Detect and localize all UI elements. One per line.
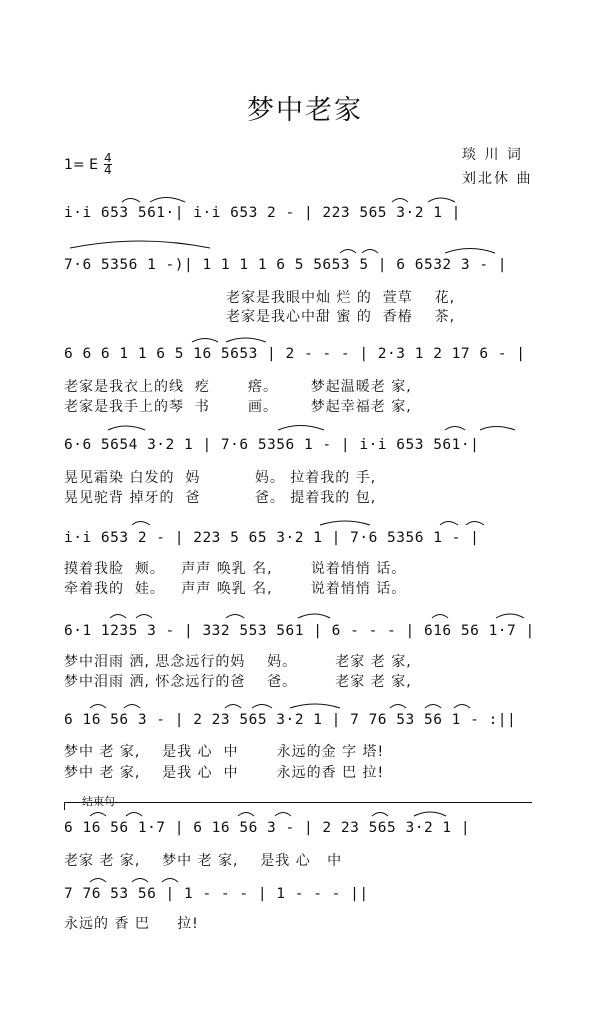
slur-arc <box>275 813 291 817</box>
slur-arc <box>392 199 408 203</box>
slur-arc <box>252 705 272 709</box>
slur-arc <box>425 705 441 709</box>
slur-arc <box>432 615 448 619</box>
slur-arc <box>150 198 185 203</box>
time-bottom: 4 <box>103 163 112 177</box>
notation-line-8: 6 16 56 1·7 | 6 16 56 3 - | 2 23 565 3·2 1 | <box>64 820 471 836</box>
lyricist: 琰 川 词 <box>462 147 523 163</box>
coda-label: 结束句 <box>82 795 115 808</box>
slur-arc <box>226 615 244 619</box>
slur-arc <box>110 615 126 619</box>
slur-arc <box>362 250 378 254</box>
lyric-line-7b: 梦中 老 家, 是我 心 中 永远的香 巴 拉! <box>64 765 385 781</box>
slur-arc <box>162 879 178 883</box>
slur-arc <box>90 705 106 709</box>
notation-line-9: 7 76 53 56 | 1 - - - | 1 - - - || <box>64 886 369 902</box>
lyric-line-6a: 梦中泪雨 洒, 思念远行的妈 妈。 老家 老 家, <box>64 654 412 670</box>
lyric-line-5a: 摸着我脸 颊。 声声 唤乳 名, 说着悄悄 话。 <box>64 561 407 577</box>
slur-arc <box>90 813 106 817</box>
slur-arc <box>226 338 266 342</box>
slur-arc <box>390 705 406 709</box>
lyric-line-2b: 老家是我心中甜 蜜 的 香椿 茶, <box>226 309 456 325</box>
slur-arc <box>126 813 142 817</box>
slur-arc <box>466 522 484 526</box>
slur-arc <box>320 521 370 525</box>
slur-arc <box>340 250 356 254</box>
slur-arc <box>454 705 470 709</box>
slur-arc <box>414 812 446 816</box>
notation-line-5: i·i 653 2 - | 223 5 65 3·2 1 | 7·6 5356 1 - | <box>64 530 480 546</box>
composer: 刘北休 曲 <box>462 171 533 187</box>
notation-line-6: 6·1 1235 3 - | 332 553 561 | 6 - - - | 616 56 1·7 | <box>64 623 535 639</box>
slur-arc <box>192 339 218 343</box>
time-top: 4 <box>103 151 112 165</box>
notation-line-2: 7·6 5356 1 -)| 1 1 1 1 6 5 5653 5 | 6 6532 3 - | <box>64 257 508 273</box>
slur-arc <box>278 426 324 431</box>
lyric-line-3b: 老家是我手上的琴 书 画。 梦起幸福老 家, <box>64 399 412 415</box>
lyric-line-4a: 晃见霜染 白发的 妈 妈。 拉着我的 手, <box>64 470 377 486</box>
slur-arc <box>70 241 210 248</box>
slur-arc <box>108 426 145 430</box>
lyric-line-3a: 老家是我衣上的线 疙 瘩。 梦起温暖老 家, <box>64 379 412 395</box>
slur-arc <box>124 705 140 709</box>
slur-arc <box>480 427 515 431</box>
song-title: 梦中老家 <box>247 95 363 126</box>
lyric-line-2a: 老家是我眼中灿 烂 的 萱草 花, <box>226 290 456 306</box>
slur-arc <box>372 813 388 817</box>
slur-arc <box>238 813 254 817</box>
slur-arc <box>122 199 140 203</box>
lyric-line-7a: 梦中 老 家, 是我 心 中 永远的金 字 塔! <box>64 744 385 760</box>
key-label: 1= E <box>64 156 98 173</box>
lyric-line-9a: 永远的 香 巴 拉! <box>64 916 199 932</box>
slur-arc <box>225 705 241 709</box>
slur-arc <box>132 879 148 883</box>
slur-arc <box>132 522 150 526</box>
slur-arc <box>440 522 458 526</box>
notation-line-7: 6 16 56 3 - | 2 23 565 3·2 1 | 7 76 53 56 1 - :|| <box>64 712 517 728</box>
slur-arc <box>445 427 465 431</box>
notation-line-1: i·i 653 561·| i·i 653 2 - | 223 565 3·2 1 | <box>64 205 461 221</box>
lyric-line-8a: 老家 老 家, 梦中 老 家, 是我 心 中 <box>64 853 343 869</box>
lyric-line-4b: 晃见驼背 掉牙的 爸 爸。 提着我的 包, <box>64 490 377 506</box>
slur-arc <box>136 615 152 619</box>
slur-arc <box>298 614 330 618</box>
lyric-line-6b: 梦中泪雨 洒, 怀念远行的爸 爸。 老家 老 家, <box>64 674 412 690</box>
notation-line-4: 6·6 5654 3·2 1 | 7·6 5356 1 - | i·i 653 561·| <box>64 437 480 453</box>
lyric-line-5b: 牵着我的 娃。 声声 唤乳 名, 说着悄悄 话。 <box>64 581 407 597</box>
notation-line-3: 6 6 6 1 1 6 5 16 5653 | 2 - - - | 2·3 1 2 17 6 - | <box>64 346 526 362</box>
slur-arc <box>90 879 106 883</box>
slur-arc <box>496 614 524 618</box>
slur-arc <box>428 198 455 202</box>
slur-arc <box>290 704 340 708</box>
slur-arc <box>445 249 495 254</box>
